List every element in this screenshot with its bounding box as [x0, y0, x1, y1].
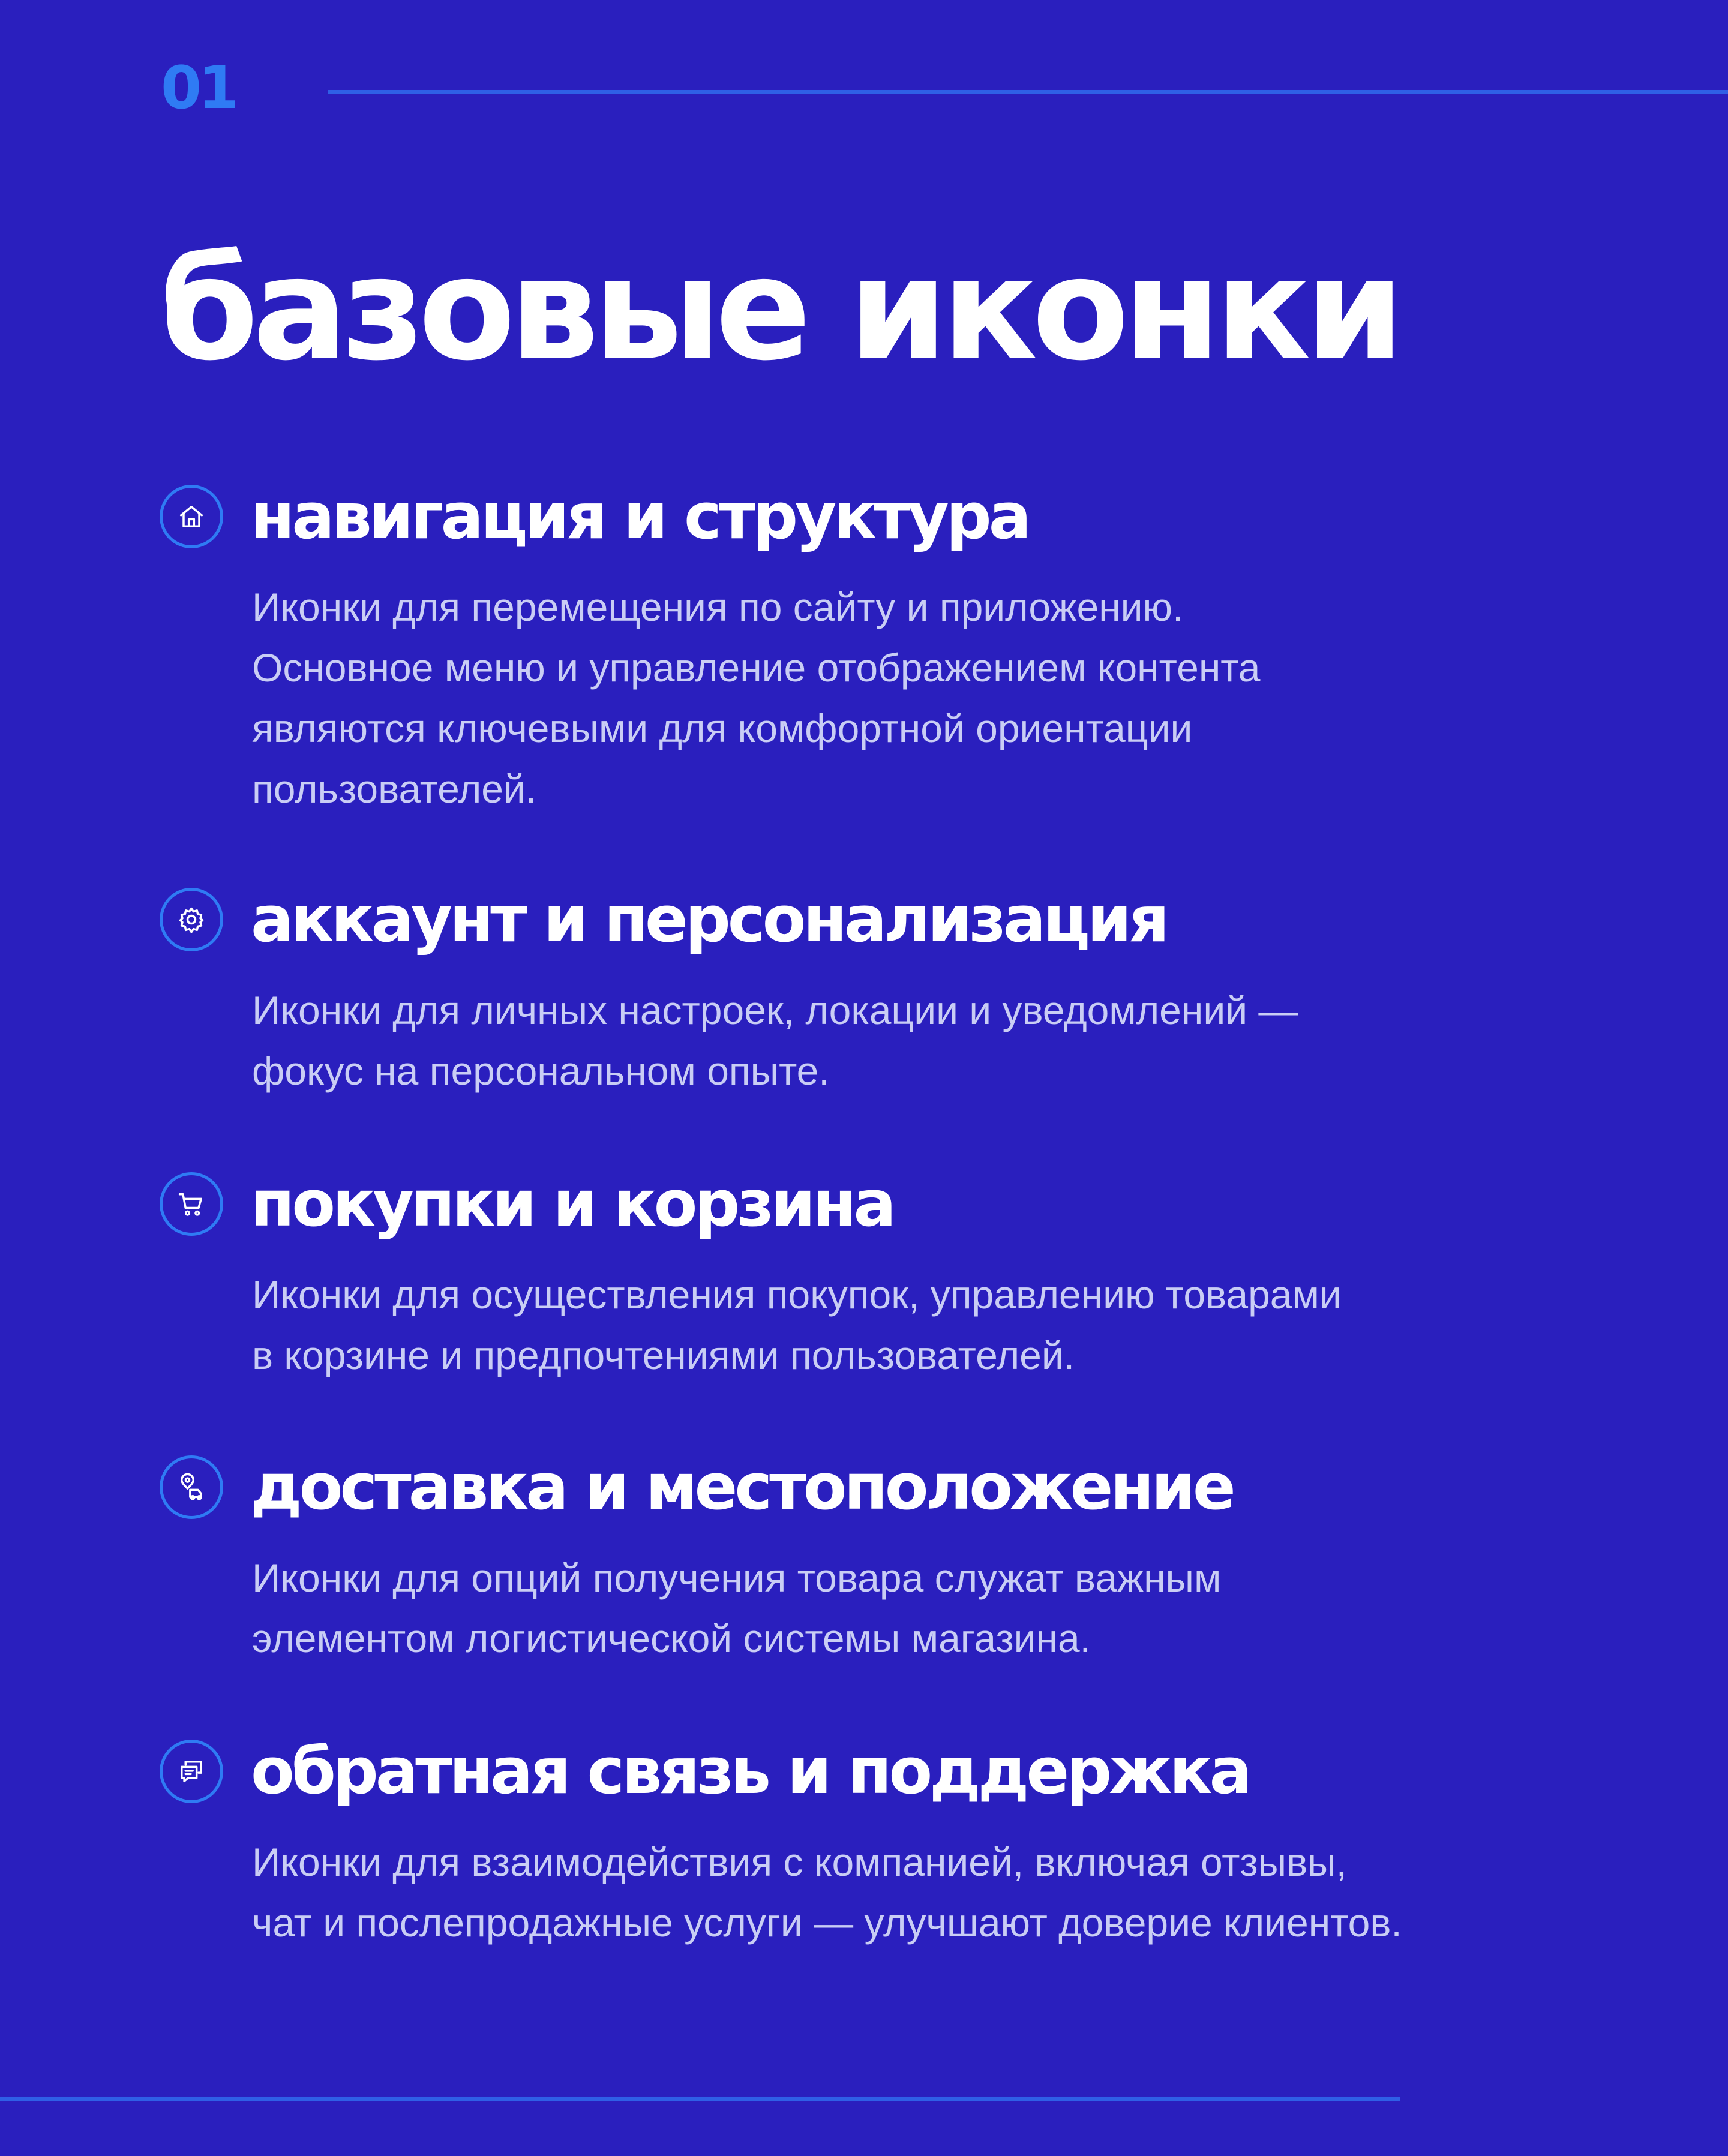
description-line: элементом логистической системы магазина. [252, 1616, 1091, 1660]
section-title: аккаунт и персонализация [251, 882, 1167, 956]
chat-icon [160, 1740, 223, 1803]
description-line: Основное меню и управление отображением контента [252, 645, 1261, 690]
cart-icon [160, 1172, 223, 1236]
section-title: доставка и местоположение [251, 1450, 1233, 1524]
section-title: покупки и корзина [251, 1167, 893, 1241]
delivery-location-icon [160, 1455, 223, 1519]
section-description [252, 1832, 1632, 1953]
description-line: пользователей. [252, 767, 537, 811]
description-line: Иконки для опций получения товара служат важным [252, 1556, 1222, 1600]
top-divider [328, 90, 1728, 94]
home-icon [160, 485, 223, 548]
section-description [252, 980, 1632, 1101]
description-line: Иконки для личных настроек, локации и уведомлений — [252, 988, 1298, 1032]
description-line: являются ключевыми для комфортной ориентации [252, 706, 1193, 750]
bottom-divider [0, 2097, 1400, 2101]
description-line: чат и послепродажные услуги — улучшают доверие клиентов. [252, 1900, 1402, 1945]
description-line: Иконки для осуществления покупок, управлению товарами [252, 1272, 1342, 1317]
page-number: 01 [161, 54, 236, 122]
section-title: навигация и структура [251, 479, 1029, 553]
description-line: Иконки для перемещения по сайту и приложению. [252, 585, 1184, 629]
description-line: фокус на персональном опыте. [252, 1049, 830, 1093]
page-title: базовые иконки [160, 227, 1399, 392]
description-line: Иконки для взаимодействия с компанией, включая отзывы, [252, 1840, 1347, 1884]
section-description [252, 1265, 1632, 1386]
section-description [252, 577, 1632, 819]
description-line: в корзине и предпочтениями пользователей. [252, 1333, 1075, 1377]
section-description [252, 1548, 1632, 1669]
gear-icon [160, 888, 223, 951]
section-title: обратная связь и поддержка [251, 1734, 1250, 1808]
